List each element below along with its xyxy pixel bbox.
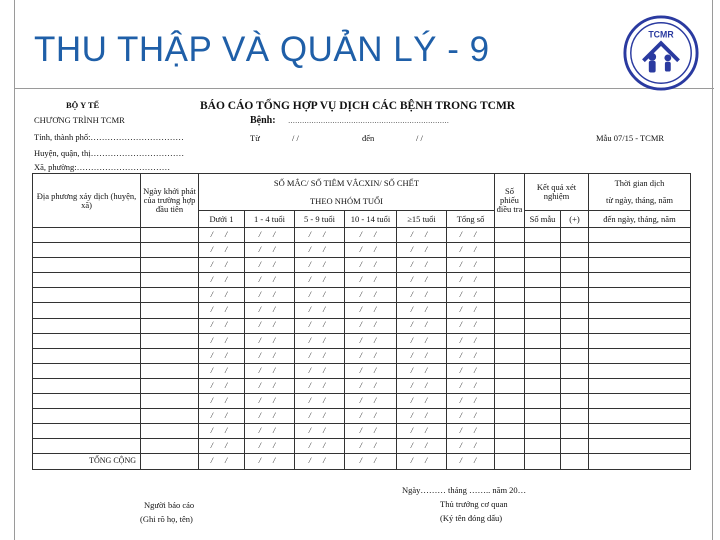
date-mark-cell: / / [245,273,295,288]
date-mark-cell: / / [199,378,245,393]
date-mark-cell: / / [199,228,245,243]
empty-cell [561,394,589,409]
date-mark-cell: / / [199,409,245,424]
date-mark-cell: / / [295,378,345,393]
date-mark-cell: / / [295,333,345,348]
date-mark-cell: / / [295,363,345,378]
date-mark-cell: / / [345,228,397,243]
table-row [33,273,691,288]
empty-cell [589,439,691,454]
report-form [32,96,690,528]
empty-cell [525,243,561,258]
empty-cell [561,348,589,363]
empty-cell [495,258,525,273]
table-row [33,348,691,363]
empty-cell [495,378,525,393]
date-mark-cell: / / [447,243,495,258]
date-mark-cell: / / [199,454,245,469]
date-mark-cell: / / [345,439,397,454]
date-mark-cell: / / [397,424,447,439]
header-group-1: SỐ MẮC/ SỐ TIÊM VẮCXIN/ SỐ CHẾT [199,174,495,193]
empty-cell [33,439,141,454]
date-mark-cell: / / [245,333,295,348]
date-mark-cell: / / [447,318,495,333]
date-mark-cell: / / [447,333,495,348]
empty-cell [495,424,525,439]
date-mark-cell: / / [397,228,447,243]
empty-cell [33,424,141,439]
empty-cell [589,228,691,243]
empty-cell [495,318,525,333]
head-agency-label: Thủ trưởng cơ quan [440,499,508,509]
date-mark-cell: / / [447,439,495,454]
empty-cell [525,228,561,243]
empty-cell [589,273,691,288]
empty-cell [141,273,199,288]
ministry-label: BỘ Y TẾ [66,100,100,110]
empty-cell [495,363,525,378]
empty-cell [561,439,589,454]
date-mark-cell: / / [447,273,495,288]
empty-cell [525,378,561,393]
date-mark-cell: / / [397,303,447,318]
empty-cell [33,348,141,363]
empty-cell [561,454,589,469]
date-mark-cell: / / [245,228,295,243]
empty-cell [141,424,199,439]
date-mark-cell: / / [397,363,447,378]
empty-cell [33,243,141,258]
from-date: / / [292,133,299,143]
date-mark-cell: / / [447,228,495,243]
date-mark-cell: / / [245,243,295,258]
empty-cell [141,258,199,273]
empty-cell [589,288,691,303]
empty-cell [495,303,525,318]
date-mark-cell: / / [397,333,447,348]
date-mark-cell: / / [447,303,495,318]
date-mark-cell: / / [295,348,345,363]
date-mark-cell: / / [245,363,295,378]
date-mark-cell: / / [199,258,245,273]
empty-cell [495,394,525,409]
empty-cell [525,303,561,318]
date-mark-cell: / / [397,439,447,454]
district-line: Huyện, quận, thị…………………………… [34,148,185,158]
empty-cell [495,439,525,454]
empty-cell [141,333,199,348]
table-row [33,243,691,258]
date-mark-cell: / / [345,318,397,333]
table-row [33,394,691,409]
from-label: Từ [250,133,260,143]
slide-title: THU THẬP VÀ QUẢN LÝ - 9 [34,30,490,69]
header-age-1: Dưới 1 [199,211,245,228]
commune-line: Xã, phường:…………………………… [34,162,171,172]
date-mark-cell: / / [199,333,245,348]
date-mark-cell: / / [397,318,447,333]
empty-cell [561,333,589,348]
date-line: Ngày……… tháng …….. năm 20… [402,485,527,495]
tcmr-logo [622,14,700,92]
empty-cell [589,378,691,393]
empty-cell [561,258,589,273]
date-mark-cell: / / [447,363,495,378]
date-mark-cell: / / [397,394,447,409]
empty-cell [561,243,589,258]
empty-cell [525,258,561,273]
header-age-3: 5 - 9 tuổi [295,211,345,228]
empty-cell [561,288,589,303]
disease-label: Bệnh: [250,115,276,126]
empty-cell [141,288,199,303]
slide-frame-right [712,0,713,540]
empty-cell [33,409,141,424]
empty-cell [33,378,141,393]
date-mark-cell: / / [199,348,245,363]
header-positive: (+) [561,211,589,228]
date-mark-cell: / / [245,348,295,363]
empty-cell [589,409,691,424]
empty-cell [141,378,199,393]
empty-cell [141,454,199,469]
date-mark-cell: / / [447,409,495,424]
date-mark-cell: / / [295,454,345,469]
table-row [33,258,691,273]
empty-cell [141,394,199,409]
date-mark-cell: / / [397,273,447,288]
date-mark-cell: / / [397,378,447,393]
date-mark-cell: / / [345,394,397,409]
empty-cell [33,303,141,318]
date-mark-cell: / / [345,454,397,469]
date-mark-cell: / / [345,378,397,393]
empty-cell [589,333,691,348]
empty-cell [33,318,141,333]
empty-cell [589,454,691,469]
reporter-label: Người báo cáo [144,500,195,510]
date-mark-cell: / / [345,333,397,348]
table-row [33,378,691,393]
logo-text: TCMR [648,29,674,40]
empty-cell [561,273,589,288]
disease-dots: …………………………………………………………… [288,117,449,125]
header-time-from: từ ngày, tháng, năm [605,195,674,205]
head-agency-note: (Ký tên đóng dấu) [440,513,503,523]
date-mark-cell: / / [397,409,447,424]
table-row [33,424,691,439]
header-time-title: Thời gian dịch [614,178,665,189]
empty-cell [589,424,691,439]
date-mark-cell: / / [397,454,447,469]
date-mark-cell: / / [245,378,295,393]
header-time-to: đến ngày, tháng, năm [589,211,691,228]
date-mark-cell: / / [397,288,447,303]
empty-cell [561,378,589,393]
empty-cell [525,454,561,469]
empty-cell [33,333,141,348]
date-mark-cell: / / [345,424,397,439]
empty-cell [589,394,691,409]
empty-cell [495,228,525,243]
form-title: BÁO CÁO TỔNG HỢP VỤ DỊCH CÁC BỆNH TRONG TCMR [200,100,516,112]
empty-cell [33,258,141,273]
date-mark-cell: / / [447,454,495,469]
date-mark-cell: / / [199,424,245,439]
header-sample-count: Số mẫu [525,211,561,228]
empty-cell [525,273,561,288]
date-mark-cell: / / [345,288,397,303]
date-mark-cell: / / [345,409,397,424]
to-date: / / [416,133,423,143]
to-label: đến [362,133,375,143]
date-mark-cell: / / [447,288,495,303]
date-mark-cell: / / [295,409,345,424]
empty-cell [141,348,199,363]
date-mark-cell: / / [397,348,447,363]
header-time [589,174,691,211]
empty-cell [589,348,691,363]
empty-cell [495,243,525,258]
date-mark-cell: / / [295,424,345,439]
table-row [33,439,691,454]
empty-cell [33,394,141,409]
date-mark-cell: / / [345,363,397,378]
empty-cell [33,228,141,243]
date-mark-cell: / / [245,454,295,469]
empty-cell [495,273,525,288]
table-row [33,288,691,303]
empty-cell [525,318,561,333]
empty-cell [33,363,141,378]
table-row [33,409,691,424]
date-mark-cell: / / [295,303,345,318]
empty-cell [525,439,561,454]
date-mark-cell: / / [245,258,295,273]
report-table [32,173,691,470]
empty-cell [525,288,561,303]
date-mark-cell: / / [295,273,345,288]
empty-cell [141,303,199,318]
date-mark-cell: / / [295,258,345,273]
header-test-result: Kết quả xét nghiệm [525,174,589,211]
empty-cell [561,228,589,243]
date-mark-cell: / / [199,318,245,333]
empty-cell [141,243,199,258]
program-label: CHƯƠNG TRÌNH TCMR [34,115,125,125]
date-mark-cell: / / [199,288,245,303]
table-row [33,333,691,348]
date-mark-cell: / / [199,243,245,258]
empty-cell [561,318,589,333]
date-mark-cell: / / [295,394,345,409]
date-mark-cell: / / [295,228,345,243]
reporter-note: (Ghi rõ họ, tên) [140,514,193,524]
empty-cell [525,424,561,439]
empty-cell [589,363,691,378]
header-age-5: ≥15 tuổi [397,211,447,228]
date-mark-cell: / / [345,273,397,288]
table-row [33,228,691,243]
slide-frame-left [14,0,15,540]
date-mark-cell: / / [245,424,295,439]
date-mark-cell: / / [345,303,397,318]
table-row [33,303,691,318]
empty-cell [495,348,525,363]
empty-cell [495,409,525,424]
date-mark-cell: / / [447,348,495,363]
total-label: TỔNG CỘNG [33,454,141,469]
empty-cell [561,303,589,318]
table-row [33,318,691,333]
empty-cell [525,409,561,424]
empty-cell [525,363,561,378]
province-line: Tỉnh, thành phố:…………………………… [34,132,184,142]
date-mark-cell: / / [199,363,245,378]
date-mark-cell: / / [245,318,295,333]
date-mark-cell: / / [295,318,345,333]
empty-cell [141,318,199,333]
slide-frame-top [14,88,714,89]
form-code: Mẫu 07/15 - TCMR [596,133,665,143]
date-mark-cell: / / [447,258,495,273]
header-onset: Ngày khởi phát của trường hợp đầu tiên [141,174,199,228]
date-mark-cell: / / [345,348,397,363]
date-mark-cell: / / [245,394,295,409]
date-mark-cell: / / [447,378,495,393]
date-mark-cell: / / [295,288,345,303]
empty-cell [33,273,141,288]
empty-cell [495,454,525,469]
empty-cell [141,409,199,424]
empty-cell [525,333,561,348]
date-mark-cell: / / [397,243,447,258]
empty-cell [495,288,525,303]
empty-cell [561,424,589,439]
date-mark-cell: / / [245,303,295,318]
date-mark-cell: / / [345,258,397,273]
empty-cell [589,318,691,333]
date-mark-cell: / / [245,288,295,303]
header-age-4: 10 - 14 tuổi [345,211,397,228]
header-group-2: THEO NHÓM TUỔI [199,192,495,211]
date-mark-cell: / / [447,424,495,439]
header-age-total: Tổng số [447,211,495,228]
header-age-2: 1 - 4 tuổi [245,211,295,228]
date-mark-cell: / / [397,258,447,273]
date-mark-cell: / / [199,439,245,454]
date-mark-cell: / / [295,439,345,454]
date-mark-cell: / / [199,303,245,318]
empty-cell [141,439,199,454]
empty-cell [525,394,561,409]
date-mark-cell: / / [199,394,245,409]
empty-cell [589,303,691,318]
empty-cell [141,228,199,243]
date-mark-cell: / / [345,243,397,258]
date-mark-cell: / / [447,394,495,409]
empty-cell [33,288,141,303]
empty-cell [561,409,589,424]
empty-cell [589,243,691,258]
date-mark-cell: / / [245,409,295,424]
empty-cell [495,333,525,348]
date-mark-cell: / / [199,273,245,288]
empty-cell [141,363,199,378]
table-row [33,363,691,378]
total-row [33,454,691,469]
date-mark-cell: / / [245,439,295,454]
empty-cell [525,348,561,363]
header-investigation: Số phiếu điều tra [495,174,525,228]
empty-cell [589,258,691,273]
empty-cell [561,363,589,378]
header-locality: Địa phương xảy dịch (huyện, xã) [33,174,141,228]
date-mark-cell: / / [295,243,345,258]
